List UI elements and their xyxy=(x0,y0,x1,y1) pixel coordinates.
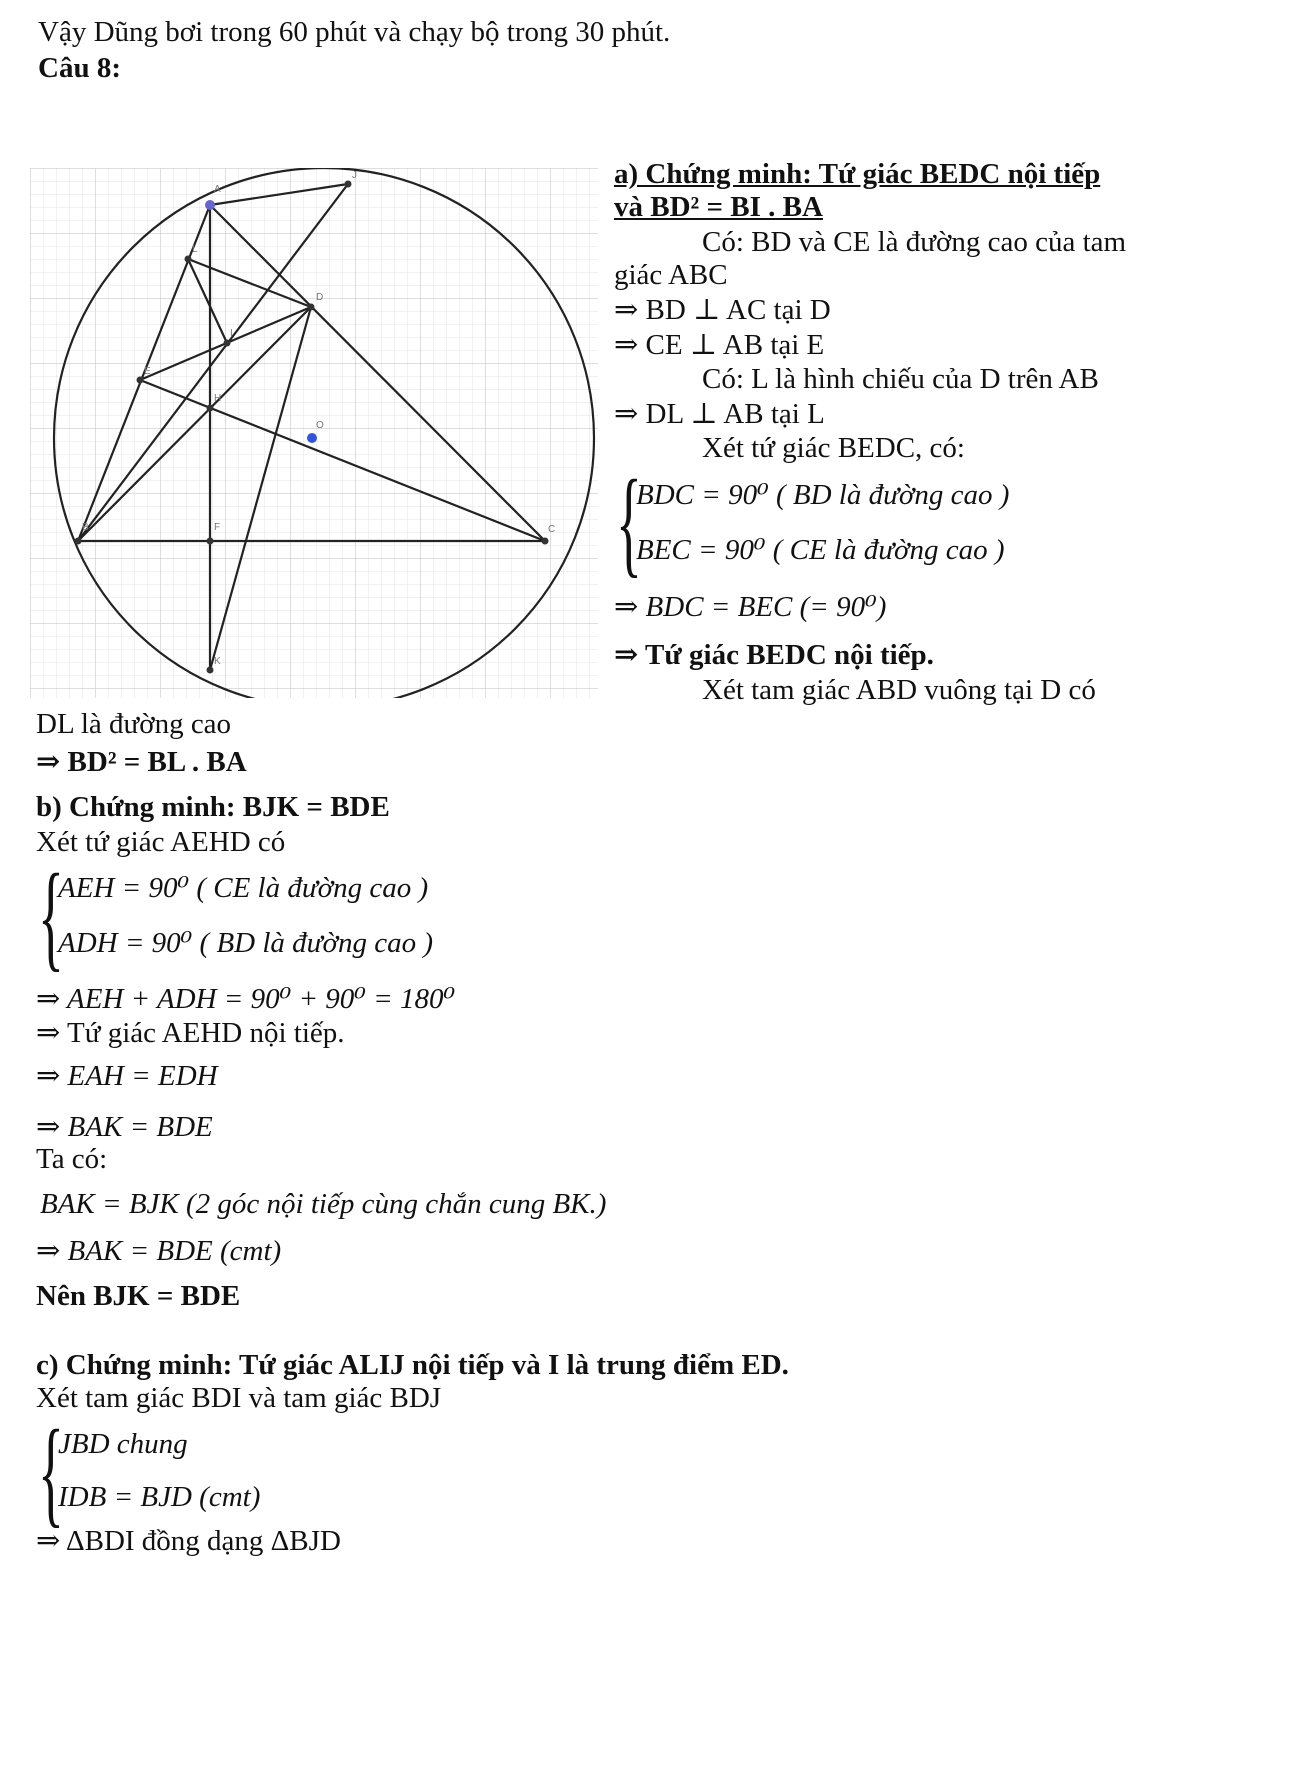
part-c-system-brace: { xyxy=(38,1405,64,1538)
part-b-system-line-2: ADH = 90⁰ ( BD là đường cao ) xyxy=(58,927,433,959)
part-c-line-1: Xét tam giác BDI và tam giác BDJ xyxy=(36,1382,442,1414)
part-b-line-4: ⇒ EAH = EDH xyxy=(36,1060,218,1092)
part-b-line-3: ⇒ Tứ giác AEHD nội tiếp. xyxy=(36,1017,345,1049)
part-b-line-9: Nên BJK = BDE xyxy=(36,1280,241,1312)
part-a-line-2: giác ABC xyxy=(614,259,728,291)
label-b: B xyxy=(82,522,89,533)
part-b-line-7: BAK = BJK (2 góc nội tiếp cùng chắn cung BK.) xyxy=(40,1188,607,1220)
part-a-heading-1: a) Chứng minh: Tứ giác BEDC nội tiếp xyxy=(614,158,1101,190)
part-a-line-8: ⇒ BDC = BEC (= 90⁰) xyxy=(614,591,887,623)
label-d: D xyxy=(316,292,324,303)
part-a-line-6: ⇒ DL ⊥ AB tại L xyxy=(614,398,825,430)
part-a-line-5: Có: L là hình chiếu của D trên AB xyxy=(702,363,1099,395)
part-a-line-3: ⇒ BD ⊥ AC tại D xyxy=(614,294,831,326)
part-b-system-brace: { xyxy=(38,849,64,982)
label-l: L xyxy=(192,244,198,255)
label-f: F xyxy=(214,522,221,533)
part-a-line-12: ⇒ BD² = BL . BA xyxy=(36,746,247,778)
part-a-line-11: DL là đường cao xyxy=(36,708,232,740)
part-a-line-7: Xét tứ giác BEDC, có: xyxy=(702,432,965,464)
label-j: J xyxy=(352,170,357,181)
part-a-line-4: ⇒ CE ⊥ AB tại E xyxy=(614,329,825,361)
part-c-heading: c) Chứng minh: Tứ giác ALIJ nội tiếp và I là trung điểm ED. xyxy=(36,1349,789,1381)
point-l xyxy=(185,256,192,263)
part-b-line-8: ⇒ BAK = BDE (cmt) xyxy=(36,1235,282,1267)
point-e xyxy=(137,377,144,384)
part-c-system-line-2: IDB = BJD (cmt) xyxy=(58,1481,261,1513)
intro-line: Vậy Dũng bơi trong 60 phút và chạy bộ trong 30 phút. xyxy=(38,16,671,48)
part-b-line-6: Ta có: xyxy=(36,1143,108,1175)
point-f xyxy=(207,538,214,545)
label-o: O xyxy=(316,420,324,431)
part-a-system-line-2: BEC = 90⁰ ( CE là đường cao ) xyxy=(636,534,1005,566)
question-label: Câu 8: xyxy=(38,52,121,84)
label-h: H xyxy=(214,393,222,404)
point-c xyxy=(542,538,549,545)
label-a: A xyxy=(214,184,221,195)
geometry-figure xyxy=(30,168,598,698)
part-c-line-2: ⇒ ΔBDI đồng dạng ΔBJD xyxy=(36,1525,341,1557)
part-b-heading: b) Chứng minh: BJK = BDE xyxy=(36,791,390,823)
point-j xyxy=(345,181,352,188)
point-k xyxy=(207,667,214,674)
point-d xyxy=(308,304,315,311)
part-a-line-9: ⇒ Tứ giác BEDC nội tiếp. xyxy=(614,639,934,671)
point-h xyxy=(207,405,214,412)
part-a-line-10: Xét tam giác ABD vuông tại D có xyxy=(702,674,1096,706)
part-b-line-2: ⇒ AEH + ADH = 90⁰ + 90⁰ = 180⁰ xyxy=(36,983,456,1015)
label-k: K xyxy=(214,656,221,667)
part-b-line-1: Xét tứ giác AEHD có xyxy=(36,826,286,858)
point-a xyxy=(205,200,215,210)
part-a-heading-2: và BD² = BI . BA xyxy=(614,191,823,223)
part-c-system-line-1: JBD chung xyxy=(58,1428,188,1460)
label-e: E xyxy=(144,366,151,377)
part-a-line-1: Có: BD và CE là đường cao của tam xyxy=(702,226,1127,258)
part-b-line-5: ⇒ BAK = BDE xyxy=(36,1111,213,1143)
point-o xyxy=(307,433,317,443)
label-i: I xyxy=(230,328,233,339)
part-a-system-line-1: BDC = 90⁰ ( BD là đường cao ) xyxy=(636,479,1010,511)
point-b xyxy=(75,538,82,545)
part-a-system-brace: { xyxy=(616,455,642,588)
label-c: C xyxy=(548,524,556,535)
grid-background xyxy=(30,168,598,698)
part-b-system-line-1: AEH = 90⁰ ( CE là đường cao ) xyxy=(58,872,429,904)
point-i xyxy=(224,340,231,347)
